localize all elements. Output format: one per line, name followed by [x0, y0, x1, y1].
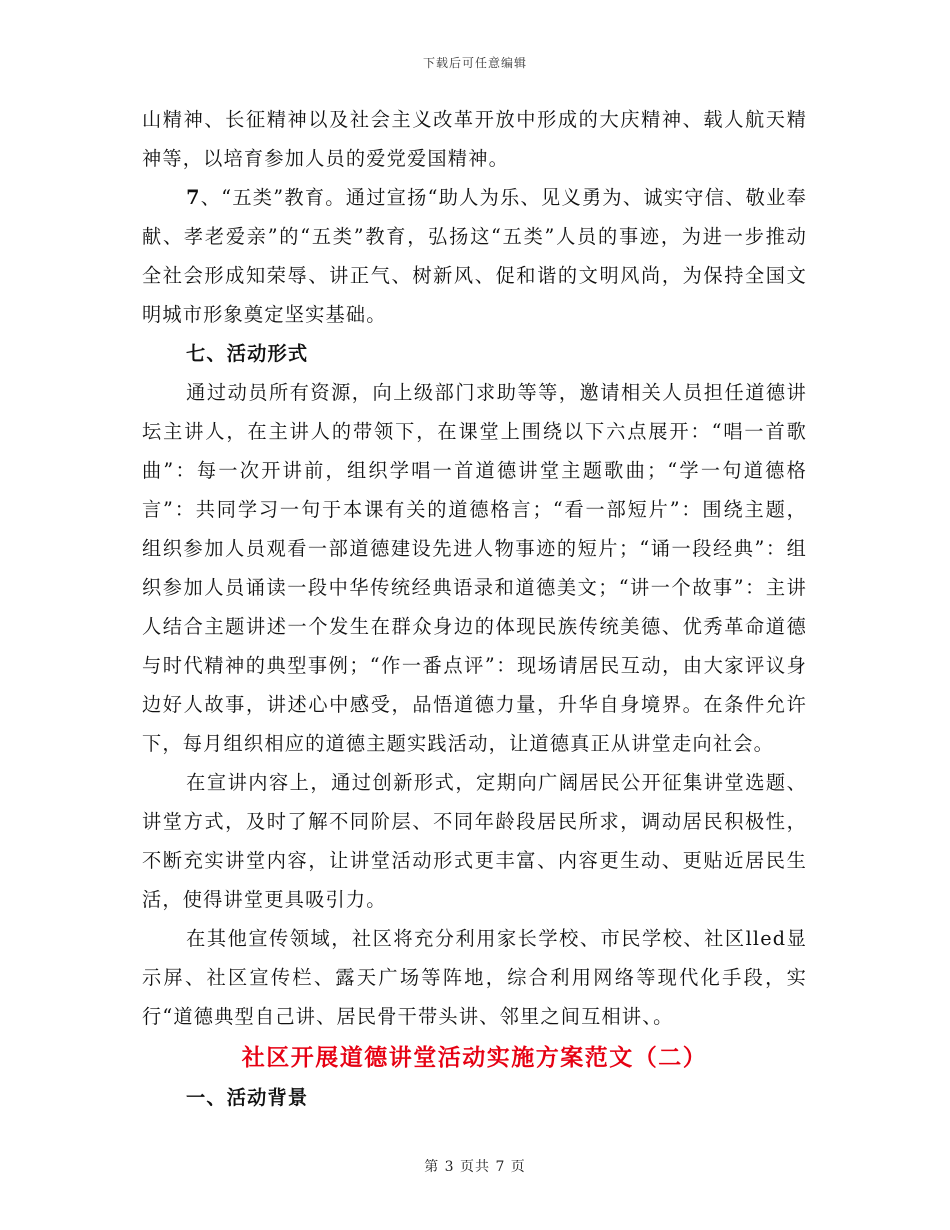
- heading-activity-form: 七、活动形式: [186, 342, 309, 365]
- paragraph-five-categories: [142, 178, 807, 334]
- paragraph-lecture-content: 在宣讲内容上，通过创新形式，定期向广阔居民公开征集讲堂选题、讲堂方式，及时了解不同阶层、不同年龄段居民所求，调动居民积极性，不断充实讲堂内容，让讲堂活动形式更丰富、内容更生动、更贴近居民生活，使得讲堂更具吸引力。: [142, 771, 807, 911]
- paragraph-other-publicity: 在其他宣传领域，社区将充分利用家长学校、市民学校、社区lled显示屏、社区宣传栏、露天广场等阵地，综合利用网络等现代化手段，实行“道德典型自己讲、居民骨干带头讲、邻里之间互相讲、。: [142, 927, 807, 1028]
- paragraph-six-points: 通过动员所有资源，向上级部门求助等等，邀请相关人员担任道德讲坛主讲人，在主讲人的带领下，在课堂上围绕以下六点展开：“唱一首歌曲”：每一次开讲前，组织学唱一首道德讲堂主题歌曲；“学一句道德格言”：共同学习一句于本课有关的道德格言；“看一部短片”：围绕主题，组织参加人员观看一部道德建设先进人物事迹的短片；“诵一段经典”：组织参加人员诵读一段中华传统经典语录和道德美文；“讲一个故事”：主讲人结合主题讲述一个发生在群众身边的体现民族传统美德、优秀革命道德与时代精神的典型事例；“作一番点评”：现场请居民互动，由大家评议身边好人故事，讲述心中感受，品悟道德力量，升华自身境界。在条件允许下，每月组织相应的道德主题实践活动，让道德真正从讲堂走向社会。: [142, 381, 807, 755]
- page-header: 下载后可任意编辑: [422, 56, 527, 70]
- document-body: [142, 100, 807, 1117]
- paragraph-spirit-continued: 山精神、长征精神以及社会主义改革开放中形成的大庆精神、载人航天精神等，以培育参加人员的爱党爱国精神。: [142, 108, 807, 170]
- heading-activity-background: 一、活动背景: [186, 1086, 309, 1109]
- item-number: 7: [186, 186, 201, 209]
- page-footer: 第 3 页共 7 页: [424, 1159, 526, 1175]
- paragraph-five-categories-text: 、“五类”教育。通过宣扬“助人为乐、见义勇为、诚实守信、敬业奉献、孝老爱亲”的“五类”教育，弘扬这“五类”人员的事迹，为进一步推动全社会形成知荣辱、讲正气、树新风、促和谐的文明风尚，为保持全国文明城市形象奠定坚实基础。: [142, 186, 807, 326]
- section-title: 社区开展道德讲堂活动实施方案范文（二）: [241, 1044, 708, 1071]
